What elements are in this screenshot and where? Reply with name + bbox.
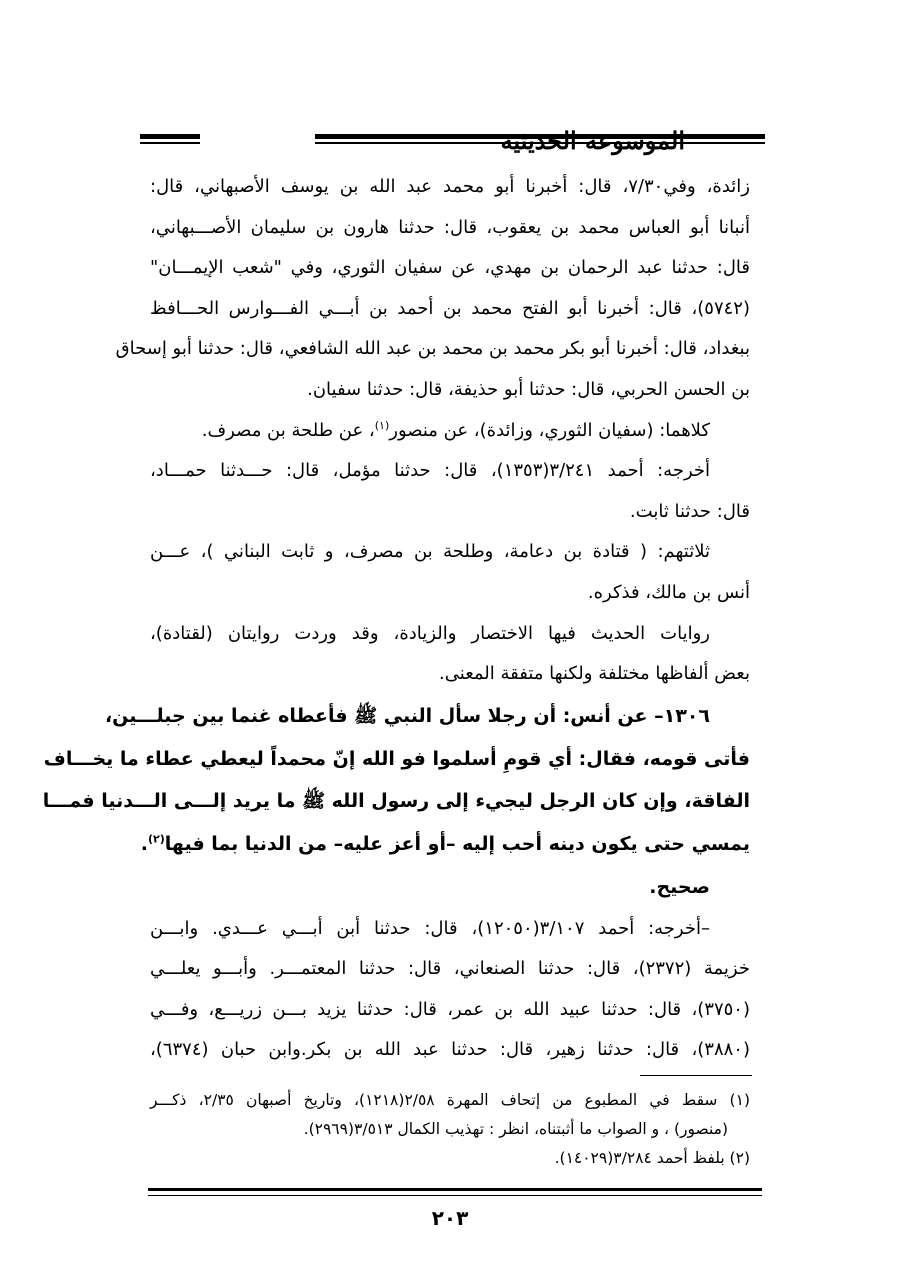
footnote-ref-2[interactable]: (٢) [147,832,165,846]
text-line [150,411,750,452]
text-line: روايات الحديث فيها الاختصار والزيادة، وقد وردت روايتان (لقتادة)، [150,622,710,644]
header-title: الموسوعة الحديثية [500,126,685,155]
text-line: زائدة، وفي٧/٣٠، قال: أخبرنا أبو محمد عبد الله بن يوسف الأصبهاني، قال: [150,176,750,197]
text-span: ، عن طلحة بن مصرف. [201,419,375,441]
text-span: . [140,833,148,856]
text-line: أخرجه: أحمد ٣/٢٤١(١٣٥٣)، قال: حدثنا مؤمل، قال: حـــدثنا حمـــاد، [150,460,711,482]
text-line: قال: حدثنا ثابت. [629,500,750,522]
hadith-line: ١٣٠٦– عن أنس: أن رجلا سأل النبي ﷺ فأعطاه غنما بين جبلـــين، [104,704,710,727]
text-line: (٥٧٤٢)، قال: أخبرنا أبو الفتح محمد بن أحمد بن أبـــي الفـــوارس الحـــافظ [150,297,750,319]
text-line: خزيمة (٢٣٧٢)، قال: حدثنا الصنعاني، قال: حدثنا المعتمـــر. وأبـــو يعلـــي [150,958,750,980]
text-line: (٣٨٨٠)، قال: حدثنا زهير، قال: حدثنا عبد الله بن بكر.وابن حبان (٦٣٧٤)، [150,1039,750,1061]
header-rule-left-thin [140,142,200,144]
text-span: يمسي حتى يكون دينه أحب إليه –أو أعز عليه– من الدنيا بما فيها [164,833,750,856]
text-line: (٣٧٥٠)، قال: حدثنا عبيد الله بن عمر، قال: حدثنا يزيد بـــن زريـــع، وفـــي [150,998,750,1020]
footnote-line: (١) سقط في المطبوع من إتحاف المهرة ٢/٥٨(١٢١٨)، وتاريخ أصبهان ٢/٣٥، ذكـــر [150,1091,750,1109]
footnote-separator [640,1075,752,1076]
text-line: أنبانا أبو العباس محمد بن يعقوب، قال: حدثنا هارون بن سليمان الأصـــبهاني، [150,216,750,238]
footer-rule-thick [148,1188,762,1191]
text-line: ثلاثتهم: ( قتادة بن دعامة، وطلحة بن مصرف، و ثابت البناني )، عـــن [150,541,710,563]
text-span: كلاهما: (سفيان الثوري، وزائدة)، عن منصور [389,419,710,441]
header-rule-left-thick [140,134,200,139]
hadith-line: الفاقة، وإن كان الرجل ليجيء إلى رسول الله ﷺ ما يريد إلـــى الـــدنيا فمـــا [42,790,750,813]
hadith-line [140,823,750,866]
text-line: أنس بن مالك، فذكره. [587,581,750,603]
text-line: –أخرجه: أحمد ٣/١٠٧(١٢٠٥٠)، قال: حدثنا أبن أبـــي عـــدي. وابـــن [150,917,710,939]
text-line: بن الحسن الحربي، قال: حدثنا أبو حذيفة، قال: حدثنا سفيان. [307,378,750,400]
grading-label: صحيح. [649,875,710,898]
footnotes [150,1086,750,1173]
footnote-ref-1[interactable]: (١) [374,418,390,432]
text-line: بعض ألفاظها مختلفة ولكنها متفقة المعنى. [439,663,750,685]
main-text [42,167,750,1071]
page-number: ٢٠٣ [431,1206,469,1230]
footer-rule-thin [148,1195,762,1196]
footnote-line: (٢) بلفظ أحمد ٣/٢٨٤(١٤٠٢٩). [554,1149,750,1167]
text-line: قال: حدثنا عبد الرحمان بن مهدي، عن سفيان الثوري، وفي "شعب الإيمـــان" [150,257,750,279]
footnote-line: (منصور) ، و الصواب ما أثبتناه، انظر : تهذيب الكمال ٣/٥١٣(٢٩٦٩). [303,1120,728,1138]
text-line: ببغداد، قال: أخبرنا أبو بكر محمد بن محمد بن عبد الله الشافعي، قال: حدثنا أبو إسحاق [115,338,750,360]
page-header [140,125,765,161]
hadith-line: فأتى قومه، فقال: أي قومِ أسلموا فو الله إنّ محمداً ليعطي عطاء ما يخـــاف [43,747,750,770]
